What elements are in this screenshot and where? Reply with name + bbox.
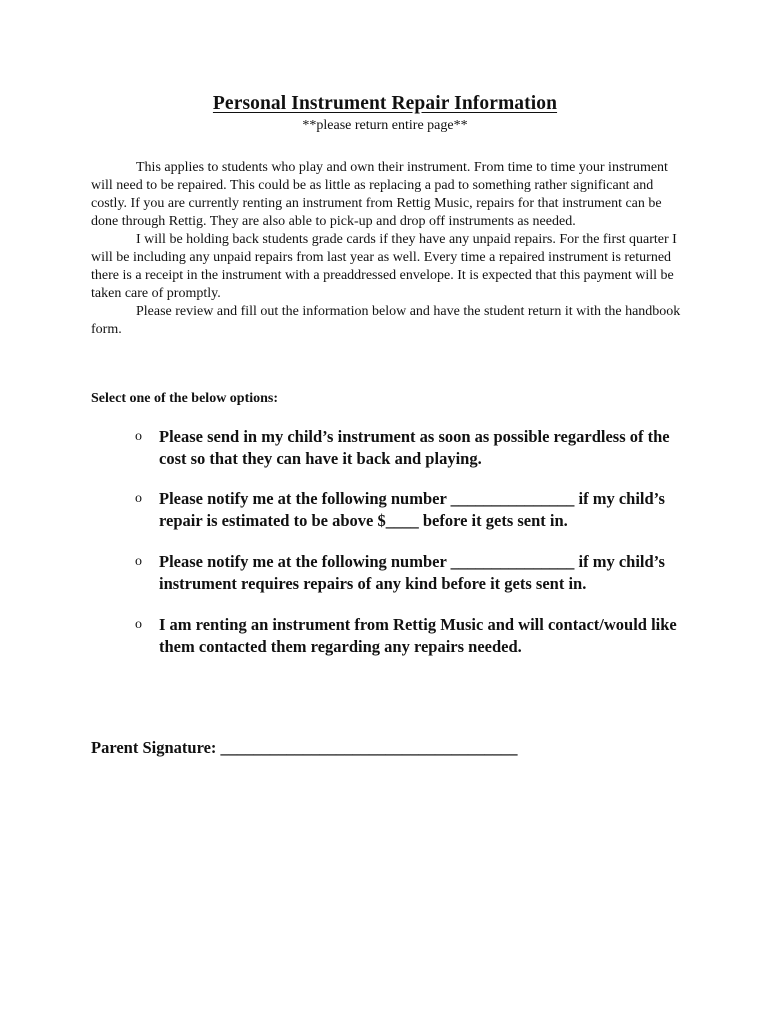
option-bullet-icon[interactable]: o (135, 491, 142, 506)
option-send-asap[interactable] (135, 426, 695, 470)
intro-text (91, 159, 681, 339)
paragraph-intro: This applies to students who play and own their instrument. From time to time your instrument will need to be repaired. This could be as little as replacing a pad to something rather significant and costly. If you are currently renting an instrument from Rettig Music, repairs for that instrument can be done through Rettig. They are also able to pick-up and drop off instruments as needed. (91, 160, 668, 229)
option-bullet-icon[interactable]: o (135, 429, 142, 444)
option-label: Please notify me at the following number _______________ if my child’s instrument requires repairs of any kind before it gets sent in. (159, 552, 665, 593)
paragraph-grade-cards: I will be holding back students grade cards if they have any unpaid repairs. For the first quarter I will be including any unpaid repairs from last year as well. Every time a repaired instrument is returned there is a receipt in the instrument with a preaddressed envelope. It is expected that this payment will be taken care of promptly. (91, 232, 677, 301)
option-label: I am renting an instrument from Rettig Music and will contact/would like them contacted them regarding any repairs needed. (159, 615, 677, 656)
parent-signature-field[interactable]: Parent Signature: ____________________________________ (91, 738, 518, 757)
option-bullet-icon[interactable]: o (135, 617, 142, 632)
option-bullet-icon[interactable]: o (135, 554, 142, 569)
select-options-label: Select one of the below options: (91, 391, 279, 406)
option-notify-any-repair[interactable] (135, 551, 695, 595)
page-subtitle: **please return entire page** (302, 118, 468, 133)
option-label: Please notify me at the following number _______________ if my child’s repair is estimated to be above $____ before it gets sent in. (159, 489, 665, 530)
options-list (135, 426, 695, 677)
option-renting-rettig[interactable] (135, 614, 695, 658)
paragraph-instructions: Please review and fill out the information below and have the student return it with the handbook form. (91, 304, 681, 337)
option-notify-estimate[interactable] (135, 488, 695, 532)
page-title: Personal Instrument Repair Information (212, 93, 558, 114)
option-label: Please send in my child’s instrument as soon as possible regardless of the cost so that they can have it back and playing. (159, 427, 670, 468)
